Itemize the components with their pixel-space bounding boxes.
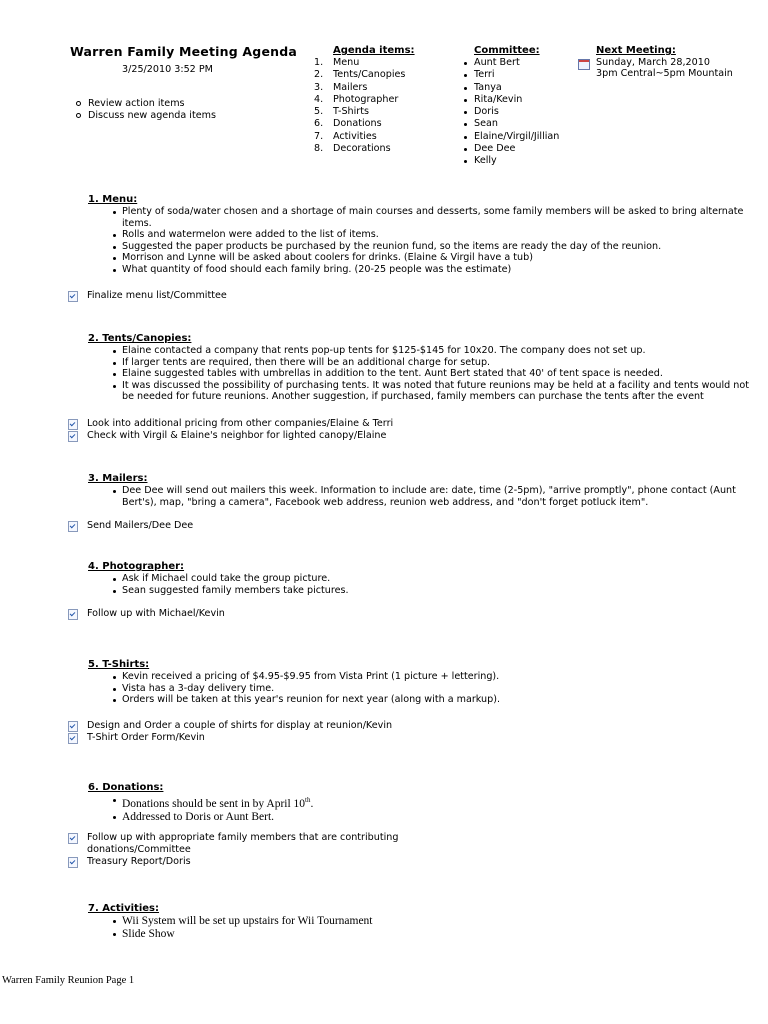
agenda-item-number: 2. [314,69,324,81]
calendar-icon[interactable] [578,59,590,70]
section-photographer [88,561,764,596]
section-tshirts [88,659,764,706]
agenda-item [314,118,415,130]
committee-member: Dee Dee [462,143,559,155]
list-item: Elaine suggested tables with umbrellas in addition to the tent. Aunt Bert stated that 40' of tent space is needed. [110,368,764,380]
committee-member: Rita/Kevin [462,94,559,106]
committee-column [462,45,559,168]
task-icon [68,857,78,868]
list-item: Ask if Michael could take the group picture. [110,573,764,585]
section-donations [88,782,764,824]
section-heading: 4. Photographer: [88,561,185,572]
agenda-item-number: 5. [314,106,324,118]
task-icon [68,721,78,732]
agenda-item-number: 4. [314,93,324,105]
task-item[interactable] [68,520,193,532]
list-item: Review action items [74,98,216,110]
section-heading: 2. Tents/Canopies: [88,333,192,344]
task-label: Finalize menu list/Committee [87,290,227,301]
committee-member: Elaine/Virgil/Jillian [462,131,559,143]
task-icon [68,431,78,442]
agenda-item-number: 7. [314,130,324,142]
section-activities [88,903,764,941]
list-item: Dee Dee will send out mailers this week. Information to include are: date, time (2-5pm), "arrive promptly", phone contact (Aunt Bert's), map, "bring a camera", Facebook web address, reunion web address, and "don't forget potluck item". [110,485,764,508]
list-item: Sean suggested family members take pictures. [110,585,764,597]
agenda-item-number: 8. [314,143,324,155]
pre-items-list [74,98,216,122]
committee-member: Doris [462,106,559,118]
agenda-item [314,143,415,155]
section-tents [88,333,764,403]
task-icon [68,291,78,302]
section-menu [88,194,764,276]
list-item: Discuss new agenda items [74,110,216,122]
committee-heading: Committee: [474,45,540,56]
task-item[interactable] [68,430,386,442]
list-item: Rolls and watermelon were added to the list of items. [110,229,764,241]
task-icon [68,609,78,620]
agenda-item-number: 1. [314,57,324,68]
task-item[interactable] [68,720,392,732]
next-meeting-date: Sunday, March 28,2010 [596,57,710,68]
agenda-item-label: Photographer [333,93,399,105]
agenda-item-label: Donations [333,118,382,130]
task-item[interactable] [68,608,225,620]
task-item[interactable] [68,856,191,868]
task-icon [68,419,78,430]
task-label: Check with Virgil & Elaine's neighbor for lighted canopy/Elaine [87,430,387,441]
task-item[interactable] [68,732,205,744]
task-label: Follow up with Michael/Kevin [87,608,225,619]
list-item: Addressed to Doris or Aunt Bert. [110,811,764,824]
section-heading: 1. Menu: [88,194,138,205]
agenda-item [314,57,415,69]
list-item [110,794,764,811]
page-footer: Warren Family Reunion Page 1 [2,975,135,986]
section-heading: 5. T-Shirts: [88,659,150,670]
task-item[interactable] [68,418,393,430]
section-heading: 7. Activities: [88,903,160,914]
agenda-items-column [314,45,415,155]
committee-member: Kelly [462,155,559,167]
list-item: If larger tents are required, then there will be an additional charge for setup. [110,357,764,369]
list-item: It was discussed the possibility of purchasing tents. It was noted that future reunions may be held at a facility and tents would not be needed for future reunions. Another suggestion, if purchased, family members can purchase the tents after the event [110,380,764,403]
section-heading: 6. Donations: [88,782,164,793]
agenda-item-label: Tents/Canopies [333,69,406,81]
agenda-item [314,69,415,81]
agenda-item-label: Menu [333,57,360,68]
next-meeting-column [578,45,733,79]
page-title: Warren Family Meeting Agenda [70,44,298,59]
list-item: Suggested the paper products be purchased by the reunion fund, so the items are ready the day of the reunion. [110,241,764,253]
list-item: Elaine contacted a company that rents pop-up tents for $125-$145 for 10x20. The company does not set up. [110,345,764,357]
committee-member: Tanya [462,82,559,94]
agenda-items-heading: Agenda items: [333,45,415,56]
next-meeting-heading: Next Meeting: [596,45,676,56]
task-label: T-Shirt Order Form/Kevin [87,732,205,743]
agenda-item [314,82,415,94]
committee-member: Aunt Bert [462,57,559,69]
task-item[interactable] [68,832,398,844]
task-icon [68,733,78,744]
agenda-item-number: 6. [314,118,324,130]
task-icon [68,833,78,844]
agenda-item [314,94,415,106]
section-mailers [88,473,764,508]
agenda-item-number: 3. [314,81,324,93]
task-icon [68,521,78,532]
committee-member: Sean [462,118,559,130]
task-label: Treasury Report/Doris [87,856,191,867]
task-label: Look into additional pricing from other companies/Elaine & Terri [87,418,394,429]
agenda-item [314,106,415,118]
agenda-item-label: Mailers [333,81,368,93]
task-label: donations/Committee [87,844,191,855]
agenda-item-label: Decorations [333,143,391,155]
list-item: Kevin received a pricing of $4.95-$9.95 from Vista Print (1 picture + lettering). [110,671,764,683]
next-meeting-time: 3pm Central~5pm Mountain [596,68,733,79]
list-item: Orders will be taken at this year's reunion for next year (along with a markup). [110,694,764,706]
committee-member: Terri [462,69,559,81]
task-label: Send Mailers/Dee Dee [87,520,194,531]
list-item: Wii System will be set up upstairs for Wii Tournament [110,915,764,928]
agenda-item-label: Activities [333,130,377,142]
list-item: Slide Show [110,928,764,941]
donations-deadline-text: Donations should be sent in by April 10 [122,797,306,810]
ordinal-suffix: th [305,796,311,804]
list-item: Plenty of soda/water chosen and a shortage of main courses and desserts, some family members will be asked to bring alternate items. [110,206,764,229]
agenda-item [314,131,415,143]
task-label: Follow up with appropriate family members that are contributing [87,832,399,843]
sentence-end: . [310,797,314,810]
task-item-continuation [68,844,191,856]
meeting-datetime: 3/25/2010 3:52 PM [122,64,213,75]
agenda-item-label: T-Shirts [333,106,369,118]
section-heading: 3. Mailers: [88,473,148,484]
list-item: Morrison and Lynne will be asked about coolers for drinks. (Elaine & Virgil have a tub) [110,252,764,264]
list-item: What quantity of food should each family bring. (20-25 people was the estimate) [110,264,764,276]
list-item: Vista has a 3-day delivery time. [110,683,764,695]
task-item[interactable] [68,290,227,302]
task-label: Design and Order a couple of shirts for display at reunion/Kevin [87,720,393,731]
